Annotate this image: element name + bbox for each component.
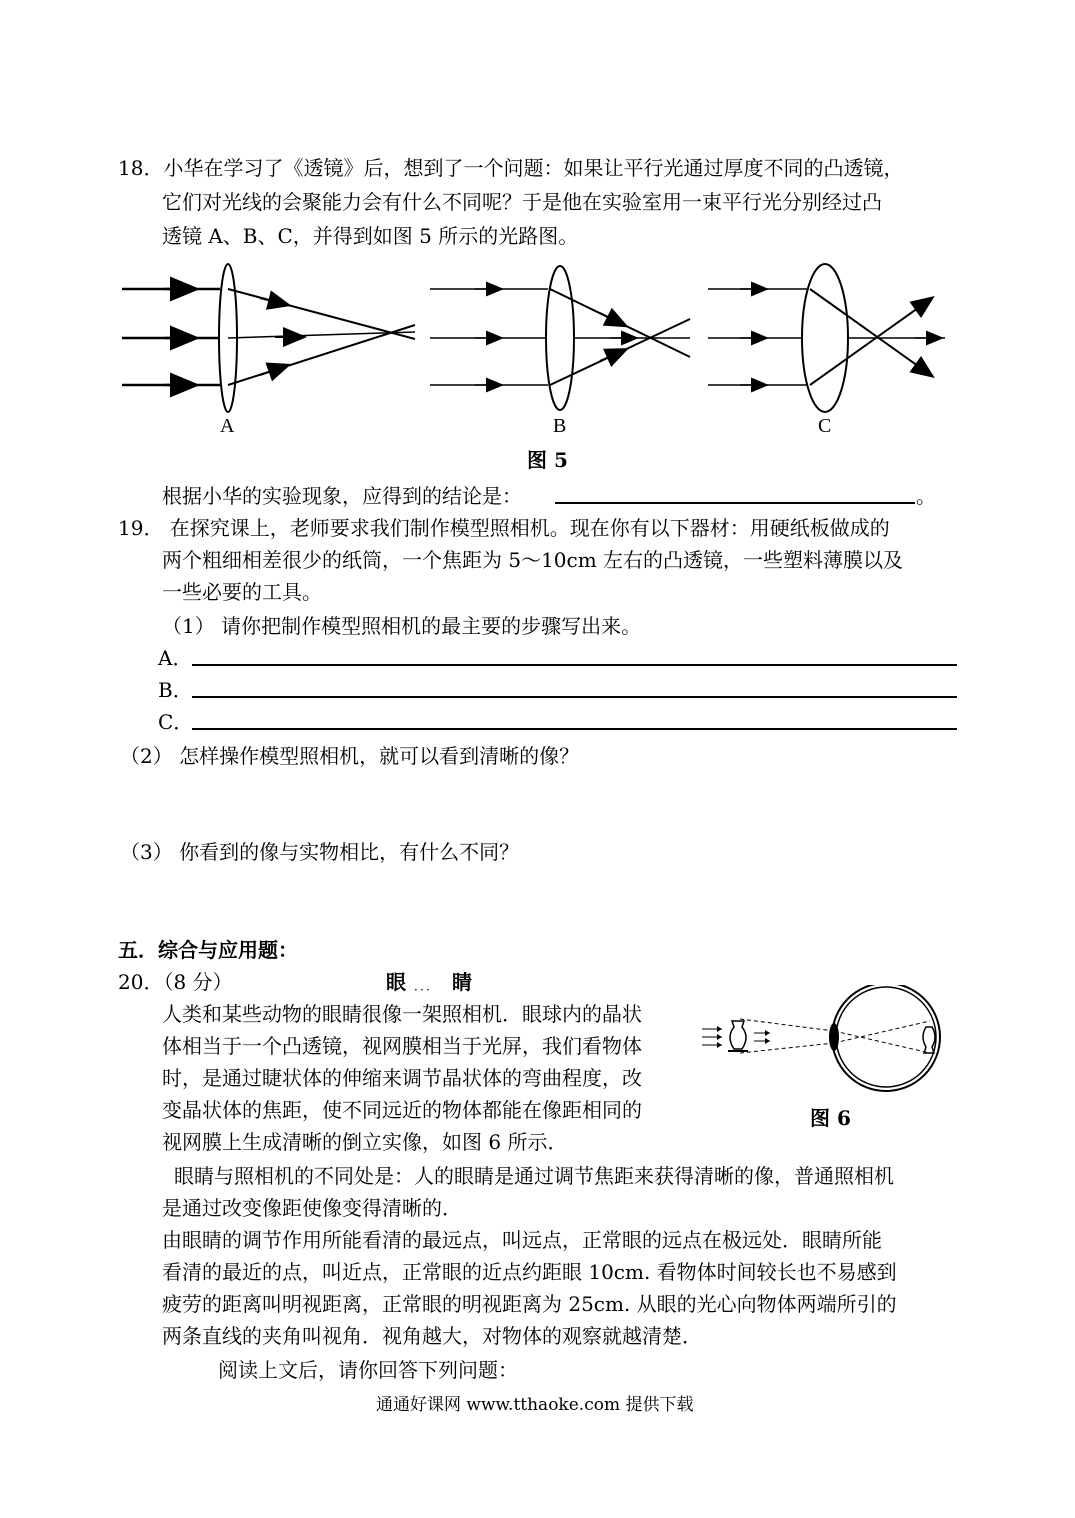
figure-5-lens-diagrams: [110, 255, 960, 425]
q20-p1-line-5: 视网膜上生成清晰的倒立实像，如图 6 所示．: [162, 1130, 568, 1154]
q19-step-b-label: B．: [158, 678, 193, 702]
figure-6-eye-diagram: [698, 985, 953, 1095]
q18-answer-line[interactable]: [555, 502, 915, 504]
figure-6-caption: 图 6: [810, 1106, 851, 1130]
q20-p3-line-2: 看清的最近的点，叫近点，正常眼的近点约距眼 10cm. 看物体时间较长也不易感到: [162, 1260, 897, 1284]
q20-p1-line-1: 人类和某些动物的眼睛很像一架照相机．眼球内的晶状: [162, 1002, 642, 1026]
q19-step-b-answer-line[interactable]: [192, 696, 957, 698]
q20-p3-line-4: 两条直线的夹角叫视角．视角越大，对物体的观察就越清楚．: [162, 1324, 702, 1348]
q19-sub-question-2: （2） 怎样操作模型照相机，就可以看到清晰的像？: [120, 744, 580, 768]
q20-p3-line-1: 由眼睛的调节作用所能看清的最远点，叫远点，正常眼的远点在极远处．眼睛所能: [162, 1228, 882, 1252]
q20-p3-line-3: 疲劳的距离叫明视距离，正常眼的明视距离为 25cm. 从眼的光心向物体两端所引的: [162, 1292, 897, 1316]
q19-step-c-label: C．: [158, 710, 194, 734]
q20-number: 20．（8 分）: [118, 970, 233, 994]
lens-c-diagram: [708, 264, 945, 412]
section-5-title: 五．综合与应用题：: [118, 938, 298, 962]
q20-p2-line-2: 是通过改变像距使像变得清晰的．: [162, 1196, 462, 1220]
q19-sub-question-3: （3） 你看到的像与实物相比，有什么不同？: [120, 840, 520, 864]
label-lens-c: C: [818, 415, 832, 437]
q20-reading-prompt: 阅读上文后，请你回答下列问题：: [218, 1358, 518, 1382]
q20-p1-line-2: 体相当于一个凸透镜，视网膜相当于光屏，我们看物体: [162, 1034, 642, 1058]
figure-5-caption: 图 5: [527, 448, 568, 472]
q18-line-2: 它们对光线的会聚能力会有什么不同呢？于是他在实验室用一束平行光分别经过凸: [162, 190, 882, 214]
q19-step-c-answer-line[interactable]: [192, 728, 957, 730]
q18-line-3: 透镜 A、B、C，并得到如图 5 所示的光路图。: [162, 224, 579, 248]
q19-step-a-label: A．: [158, 646, 193, 670]
q19-line-2: 两个粗细相差很少的纸筒，一个焦距为 5～10cm 左右的凸透镜，一些塑料薄膜以及: [162, 548, 904, 572]
q20-title-left: 眼: [386, 970, 406, 994]
q20-title-right: 睛: [452, 970, 472, 994]
q18-conclusion-prompt: 根据小华的实验现象，应得到的结论是：: [162, 484, 522, 508]
q20-p1-line-4: 变晶状体的焦距，使不同远近的物体都能在像距相同的: [162, 1098, 642, 1122]
q19-line-1: 19． 在探究课上，老师要求我们制作模型照相机。现在你有以下器材：用硬纸板做成的: [118, 516, 890, 540]
label-lens-b: B: [553, 415, 567, 437]
label-lens-a: A: [220, 415, 235, 437]
q20-p1-line-3: 时，是通过睫状体的伸缩来调节晶状体的弯曲程度，改: [162, 1066, 642, 1090]
q19-line-3: 一些必要的工具。: [162, 580, 322, 604]
q20-p2-line-1: 眼睛与照相机的不同处是：人的眼睛是通过调节焦距来获得清晰的像，普通照相机: [174, 1164, 894, 1188]
q19-step-a-answer-line[interactable]: [192, 664, 957, 666]
q18-conclusion-end: 。: [916, 484, 936, 508]
q19-sub-question-1: （1） 请你把制作模型照相机的最主要的步骤写出来。: [162, 614, 642, 638]
footer-text: 通通好课网 www.tthaoke.com 提供下载: [376, 1395, 694, 1415]
lens-b-diagram: [430, 266, 690, 410]
q20-title-dots: ．．．: [414, 979, 439, 993]
q18-line-1: 18．小华在学习了《透镜》后，想到了一个问题：如果让平行光通过厚度不同的凸透镜，: [118, 156, 904, 180]
lens-a-diagram: [122, 264, 415, 412]
